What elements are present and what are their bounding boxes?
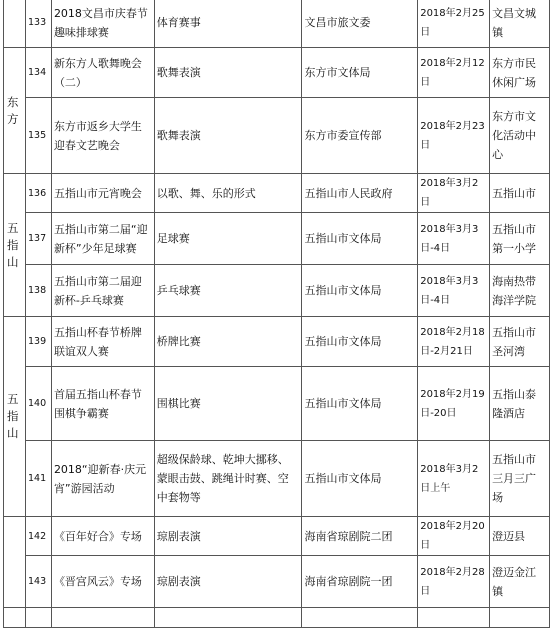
event-name: 新东方人歌舞晚会（二）	[51, 48, 154, 98]
table-row	[4, 317, 550, 367]
event-type: 足球赛	[154, 213, 302, 265]
row-number: 142	[25, 517, 51, 556]
event-date: 2018年3月3日-4日	[418, 265, 490, 317]
event-name: 东方市返乡大学生迎春文艺晚会	[51, 98, 154, 174]
event-type: 超级保龄球、乾坤大挪移、蒙眼击鼓、跳绳计时赛、空中套物等	[154, 441, 302, 517]
event-name: 《晋宫风云》专场	[51, 556, 154, 608]
row-number: 138	[25, 265, 51, 317]
event-type	[154, 608, 302, 628]
organizer: 东方市委宣传部	[302, 98, 418, 174]
table-row	[4, 556, 550, 608]
row-number: 134	[25, 48, 51, 98]
row-number: 137	[25, 213, 51, 265]
event-date: 2018年3月2日	[418, 174, 490, 213]
event-date: 2018年3月2日上午	[418, 441, 490, 517]
organizer	[302, 608, 418, 628]
region-cell: 五指山	[4, 317, 26, 517]
organizer: 五指山市文体局	[302, 213, 418, 265]
event-type: 歌舞表演	[154, 98, 302, 174]
event-date: 2018年2月12日	[418, 48, 490, 98]
event-date: 2018年2月23日	[418, 98, 490, 174]
event-name: 2018“迎新春·庆元宵”游园活动	[51, 441, 154, 517]
venue: 五指山市三月三广场	[490, 441, 550, 517]
venue: 海南热带海洋学院	[490, 265, 550, 317]
event-type: 琼剧表演	[154, 556, 302, 608]
venue	[490, 608, 550, 628]
event-name: 五指山杯春节桥牌联谊双人赛	[51, 317, 154, 367]
row-number	[25, 608, 51, 628]
table-row	[4, 367, 550, 441]
event-type: 体育赛事	[154, 0, 302, 48]
event-date: 2018年3月3日-4日	[418, 213, 490, 265]
row-number: 141	[25, 441, 51, 517]
venue: 五指山市第一小学	[490, 213, 550, 265]
organizer: 五指山市文体局	[302, 317, 418, 367]
organizer: 五指山市文体局	[302, 441, 418, 517]
event-date: 2018年2月19日-20日	[418, 367, 490, 441]
table-row	[4, 608, 550, 628]
row-number: 140	[25, 367, 51, 441]
organizer: 海南省琼剧院一团	[302, 556, 418, 608]
region-cell	[4, 517, 26, 608]
venue: 文昌文城镇	[490, 0, 550, 48]
venue: 五指山市圣河湾	[490, 317, 550, 367]
event-type: 琼剧表演	[154, 517, 302, 556]
organizer: 海南省琼剧院二团	[302, 517, 418, 556]
organizer: 五指山市文体局	[302, 265, 418, 317]
event-date: 2018年2月18日-2月21日	[418, 317, 490, 367]
organizer: 五指山市文体局	[302, 367, 418, 441]
table-row	[4, 98, 550, 174]
table-row	[4, 174, 550, 213]
region-cell: 东方	[4, 48, 26, 174]
event-name: 五指山市元宵晚会	[51, 174, 154, 213]
venue: 东方市民休闲广场	[490, 48, 550, 98]
table-row	[4, 517, 550, 556]
venue: 五指山泰隆酒店	[490, 367, 550, 441]
event-type: 围棋比赛	[154, 367, 302, 441]
activity-table	[3, 0, 550, 628]
venue: 五指山市	[490, 174, 550, 213]
row-number: 143	[25, 556, 51, 608]
row-number: 136	[25, 174, 51, 213]
event-date: 2018年2月20日	[418, 517, 490, 556]
region-cell	[4, 608, 26, 628]
table-row	[4, 265, 550, 317]
event-type: 以歌、舞、乐的形式	[154, 174, 302, 213]
organizer: 文昌市旅文委	[302, 0, 418, 48]
event-name: 首届五指山杯春节围棋争霸赛	[51, 367, 154, 441]
event-name: 2018文昌市庆春节趣味排球赛	[51, 0, 154, 48]
event-date	[418, 608, 490, 628]
event-name	[51, 608, 154, 628]
event-type: 歌舞表演	[154, 48, 302, 98]
organizer: 五指山市人民政府	[302, 174, 418, 213]
organizer: 东方市文体局	[302, 48, 418, 98]
row-number: 139	[25, 317, 51, 367]
row-number: 133	[25, 0, 51, 48]
event-type: 乒乓球赛	[154, 265, 302, 317]
venue: 澄迈金江镇	[490, 556, 550, 608]
table-row	[4, 0, 550, 48]
event-type: 桥牌比赛	[154, 317, 302, 367]
event-name: 《百年好合》专场	[51, 517, 154, 556]
region-cell: 五指山	[4, 174, 26, 317]
table-row	[4, 213, 550, 265]
event-name: 五指山市第二届“迎新杯”少年足球赛	[51, 213, 154, 265]
region-cell	[4, 0, 26, 48]
table-row	[4, 48, 550, 98]
row-number: 135	[25, 98, 51, 174]
event-date: 2018年2月28日	[418, 556, 490, 608]
venue: 澄迈县	[490, 517, 550, 556]
event-date: 2018年2月25日	[418, 0, 490, 48]
venue: 东方市文化活动中心	[490, 98, 550, 174]
event-name: 五指山市第二届迎新杯-乒乓球赛	[51, 265, 154, 317]
table-row	[4, 441, 550, 517]
